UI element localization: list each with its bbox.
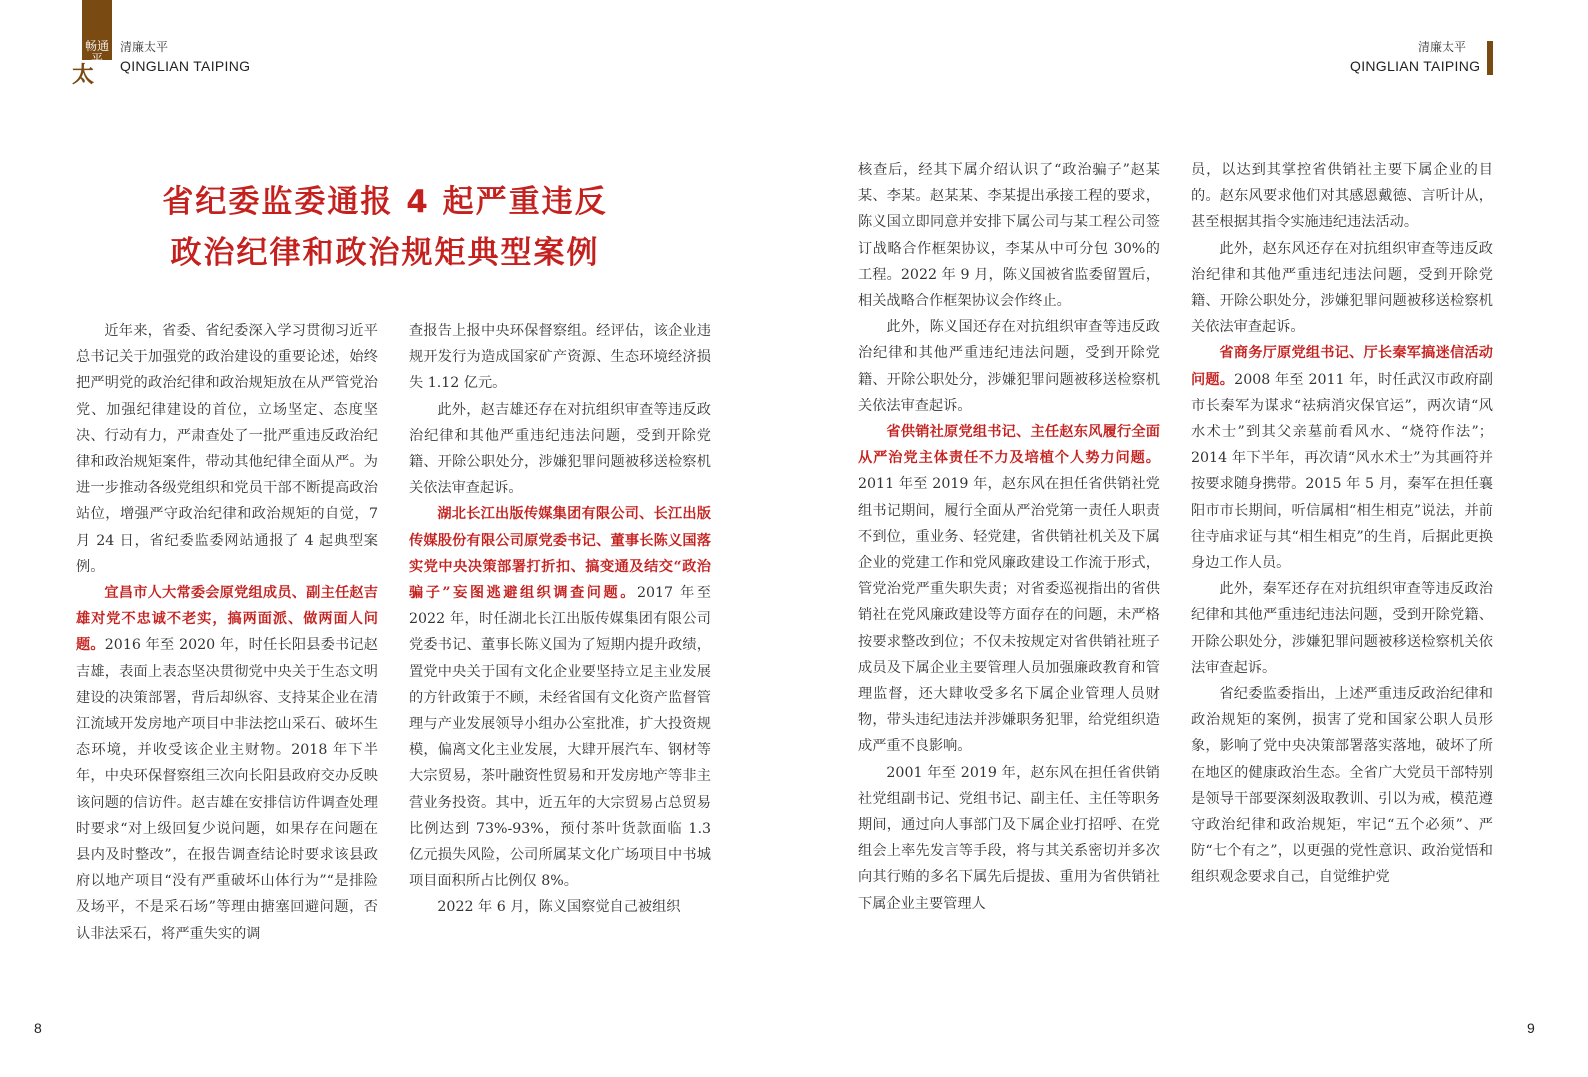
case-heading: 湖北长江出版传媒集团有限公司、长江出版传媒股份有限公司原党委书记、董事长陈义国落实党中央决策部署打折扣、搞变通及结交“政治骗子”妄图逃避组织调查问题。 xyxy=(409,506,711,602)
brand-vertical-chars: 畅通 xyxy=(84,39,109,53)
case-heading: 宜昌市人大常委会原党组成员、副主任赵吉雄对党不忠诚不老实，搞两面派、做两面人问题。 xyxy=(76,585,378,654)
paragraph: 此外，秦军还存在对抗组织审查等违反政治纪律和其他严重违纪违法问题，受到开除党籍、开除公职处分，涉嫌犯罪问题被移送检察机关依法审查起诉。 xyxy=(1191,581,1493,676)
paragraph: 员，以达到其掌控省供销社主要下属企业的目的。赵东风要求他们对其感恩戴德、言听计从，甚至根据其指令实施违纪违法活动。 xyxy=(1191,162,1493,231)
article-title-line2: 政治纪律和政治规矩典型案例 xyxy=(170,235,600,271)
case-heading: 省商务厅原党组书记、厅长秦军搞迷信活动问题。 xyxy=(1191,345,1493,388)
text-column-4 xyxy=(1191,157,1493,891)
header-en-left: QINGLIAN TAIPING xyxy=(120,58,251,74)
text-column-3 xyxy=(858,157,1160,917)
case-body: 2008 年至 2011 年，时任武汉市政府副市长秦军为谋求“祛病消灾保官运”，两次请“风水术士”到其父亲墓前看风水、“烧符作法”；2014 年下半年，再次请“风水术士”为其画符并按要求随身携带。2015 年 5 月，秦军在担任襄阳市市长期间，听信属相“相生相克”说法，并前往寺庙求证与其“相生相克”的生肖，后据此更换身边工作人员。 xyxy=(1191,371,1493,572)
text-column-1 xyxy=(76,318,378,947)
paragraph: 近年来，省委、省纪委深入学习贯彻习近平总书记关于加强党的政治建设的重要论述，始终把严明党的政治纪律和政治规矩放在从严管党治党、加强纪律建设的首位，立场坚定、态度坚决、行动有力，严肃查处了一批严重违反政治纪律和政治规矩案件，带动其他纪律全面从严。为进一步推动各级党组织和党员干部不断提高政治站位，增强严守政治纪律和政治规矩的自觉，7 月 24 日，省纪委监委网站通报了 4 起典型案例。 xyxy=(76,323,378,575)
paragraph: 此外，赵吉雄还存在对抗组织审查等违反政治纪律和其他严重违纪违法问题，受到开除党籍、开除公职处分，涉嫌犯罪问题被移送检察机关依法审查起诉。 xyxy=(409,401,711,497)
paragraph xyxy=(1191,340,1493,576)
brand-bar-right xyxy=(1487,41,1493,75)
article-title-line1: 省纪委监委通报 4 起严重违反 xyxy=(162,184,608,220)
brand-ping-char: 平 xyxy=(90,52,103,66)
header-cn-left: 清廉太平 xyxy=(120,40,169,54)
paragraph: 2001 年至 2019 年，赵东风在担任省供销社党组副书记、党组书记、副主任、主任等职务期间，通过向人事部门及下属企业打招呼、在党组会上率先发言等手段，将与其关系密切并多次向其行贿的多名下属先后提拔、重用为省供销社下属企业主要管理人 xyxy=(858,764,1160,912)
paragraph xyxy=(76,580,378,947)
page-number-left: 8 xyxy=(34,1020,42,1036)
paragraph: 2022 年 6 月，陈义国察觉自己被组织 xyxy=(437,899,681,916)
case-body: 2011 年至 2019 年，赵东风在担任省供销社党组书记期间，履行全面从严治党第一责任人职责不到位，重业务、轻党建，省供销社机关及下属企业的党建工作和党风廉政建设工作流于形式，管党治党严重失职失责；对省委巡视指出的省供销社在党风廉政建设等方面存在的问题，未严格按要求整改到位；不仅未按规定对省供销社班子成员及下属企业主要管理人员加强廉政教育和管理监督，还大肆收受多名下属企业管理人员财物，带头违纪违法并涉嫌职务犯罪，给党组织造成严重不良影响。 xyxy=(858,476,1160,755)
case-heading: 省供销社原党组书记、主任赵东风履行全面从严治党主体责任不力及培植个人势力问题。 xyxy=(858,424,1160,467)
paragraph: 省纪委监委指出，上述严重违反政治纪律和政治规矩的案例，损害了党和国家公职人员形象，影响了党中央决策部署落实落地，破坏了所在地区的健康政治生态。全省广大党员干部特别是领导干部要深刻汲取教训、引以为戒，模范遵守政治纪律和政治规矩，牢记“五个必须”、严防“七个有之”，以更强的党性意识、政治觉悟和组织观念要求自己，自觉维护党 xyxy=(1191,686,1493,886)
brand-tai-char: 太 xyxy=(72,62,95,88)
paragraph: 此外，陈义国还存在对抗组织审查等违反政治纪律和其他严重违纪违法问题，受到开除党籍、开除公职处分，涉嫌犯罪问题被移送检察机关依法审查起诉。 xyxy=(858,319,1160,414)
paragraph xyxy=(409,501,711,894)
case-body: 2017 年至 2022 年，时任湖北长江出版传媒集团有限公司党委书记、董事长陈义国为了短期内提升政绩，置党中央关于国有文化企业要坚持立足主业发展的方针政策于不顾，未经省国有文化资产监督管理与产业发展领导小组办公室批准，扩大投资规模，偏离文化主业发展，大肆开展汽车、钢材等大宗贸易，茶叶融资性贸易和开发房地产等非主营业务投资。其中，近五年的大宗贸易占总贸易比例达到 73%-93%，预付茶叶货款面临 1.3 亿元损失风险，公司所属某文化广场项目中书城项目面积所占比例仅 8%。 xyxy=(409,585,711,890)
paragraph: 核查后，经其下属介绍认识了“政治骗子”赵某某、李某。赵某某、李某提出承接工程的要求，陈义国立即同意并安排下属公司与某工程公司签订战略合作框架协议，李某从中可分包 30%的工程。2022 年 9 月，陈义国被省监委留置后，相关战略合作框架协议会作终止。 xyxy=(858,162,1160,310)
paragraph: 查报告上报中央环保督察组。经评估，该企业违规开发行为造成国家矿产资源、生态环境经济损失 1.12 亿元。 xyxy=(409,323,711,392)
text-column-2 xyxy=(409,318,711,921)
header-cn-right: 清廉太平 xyxy=(1418,40,1467,54)
page-number-right: 9 xyxy=(1527,1020,1535,1036)
header-en-right: QINGLIAN TAIPING xyxy=(1350,58,1481,74)
paragraph xyxy=(858,419,1160,760)
case-body: 2016 年至 2020 年，时任长阳县委书记赵吉雄，表面上表态坚决贯彻党中央关于生态文明建设的决策部署，背后却纵容、支持某企业在清江流域开发房地产项目中非法挖山采石、破坏生态环境，并收受该企业主财物。2018 年下半年，中央环保督察组三次向长阳县政府交办反映该问题的信访件。赵吉雄在安排信访件调查处理时要求“对上级回复少说问题，如果存在问题在县内及时整改”，在报告调查结论时要求该县政府以地产项目“没有严重破坏山体行为”“是排险及场平，不是采石场”等理由搪塞回避问题，否认非法采石，将严重失实的调 xyxy=(76,637,378,942)
paragraph: 此外，赵东风还存在对抗组织审查等违反政治纪律和其他严重违纪违法问题，受到开除党籍、开除公职处分，涉嫌犯罪问题被移送检察机关依法审查起诉。 xyxy=(1191,240,1493,336)
